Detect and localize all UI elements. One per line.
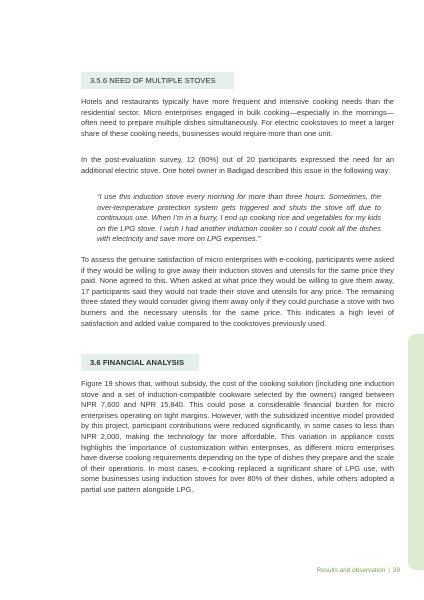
side-tab-marker: [408, 334, 424, 570]
hotel-owner-quote: “I use this induction stove every morning for more than three hours. Sometimes, the over-temperature protection system gets triggered and shuts the stove off due to continuous use. When I’m in a hurry, I end up cooking rice and vegetables for my kids on the LPG stove. I wish I had another induction cooker so I could cook all the dishes with electricity and save more on LPG expenses.”: [97, 192, 381, 244]
section-heading-financial-analysis: 3.6 FINANCIAL ANALYSIS: [81, 354, 199, 371]
footer-separator: |: [388, 567, 390, 574]
paragraph-survey-result: In the post-evaluation survey, 12 (60%) out of 20 participants expressed the need for an additional electric stove. One hotel owner in Badigad described this issue in the following way:: [81, 155, 394, 175]
page-number: 39: [392, 567, 400, 574]
footer-section-label: Results and observation: [316, 567, 386, 574]
paragraph-satisfaction: To assess the genuine satisfaction of micro enterprises with e-cooking, participants were asked if they would be willing to give away their induction stoves and utensils for the same price they paid. None agreed to this. When asked at what price they would be willing to give them away, 17 participants said they would not trade their stove and utensils for any price. The remaining three stated they would consider giving them away only if they could purchase a stove with two burners and the necessary utensils for the same price. This indicates a high level of satisfaction and added value compared to the cookstoves previously used.: [81, 255, 394, 328]
paragraph-multiple-stoves-intro: Hotels and restaurants typically have more frequent and intensive cooking needs than the residential sector. Micro enterprises engaged in bulk cooking—especially in the mornings—often need to prepare multiple dishes simultaneously. For electric cookstoves to meet a larger share of these cooking needs, businesses would require more than one unit.: [81, 97, 394, 138]
section-heading-need-multiple-stoves: 3.5.6 NEED OF MULTIPLE STOVES: [81, 72, 234, 89]
page-footer: [317, 567, 400, 574]
paragraph-financial-analysis: Figure 19 shows that, without subsidy, the cost of the cooking solution (including one induction stove and a set of induction-compatible cookware selected by the owners) ranged between NPR 7,600 and NPR 15,840. This could pose a considerable financial burden for micro enterprises operating on tight margins. However, with the subsidized incentive model provided by this project, participant contributions were reduced significantly, in some cases to less than NPR 2,000, making the technology far more affordable. This variation in appliance costs highlights the importance of customization within enterprises, as different micro enterprises have diverse cooking requirements depending on the type of dishes they prepare and the scale of their operations. In most cases, e-cooking replaced a significant share of LPG use, with some businesses using induction stoves for over 80% of their dishes, while others adopted a partial use pattern alongside LPG.: [81, 379, 394, 494]
